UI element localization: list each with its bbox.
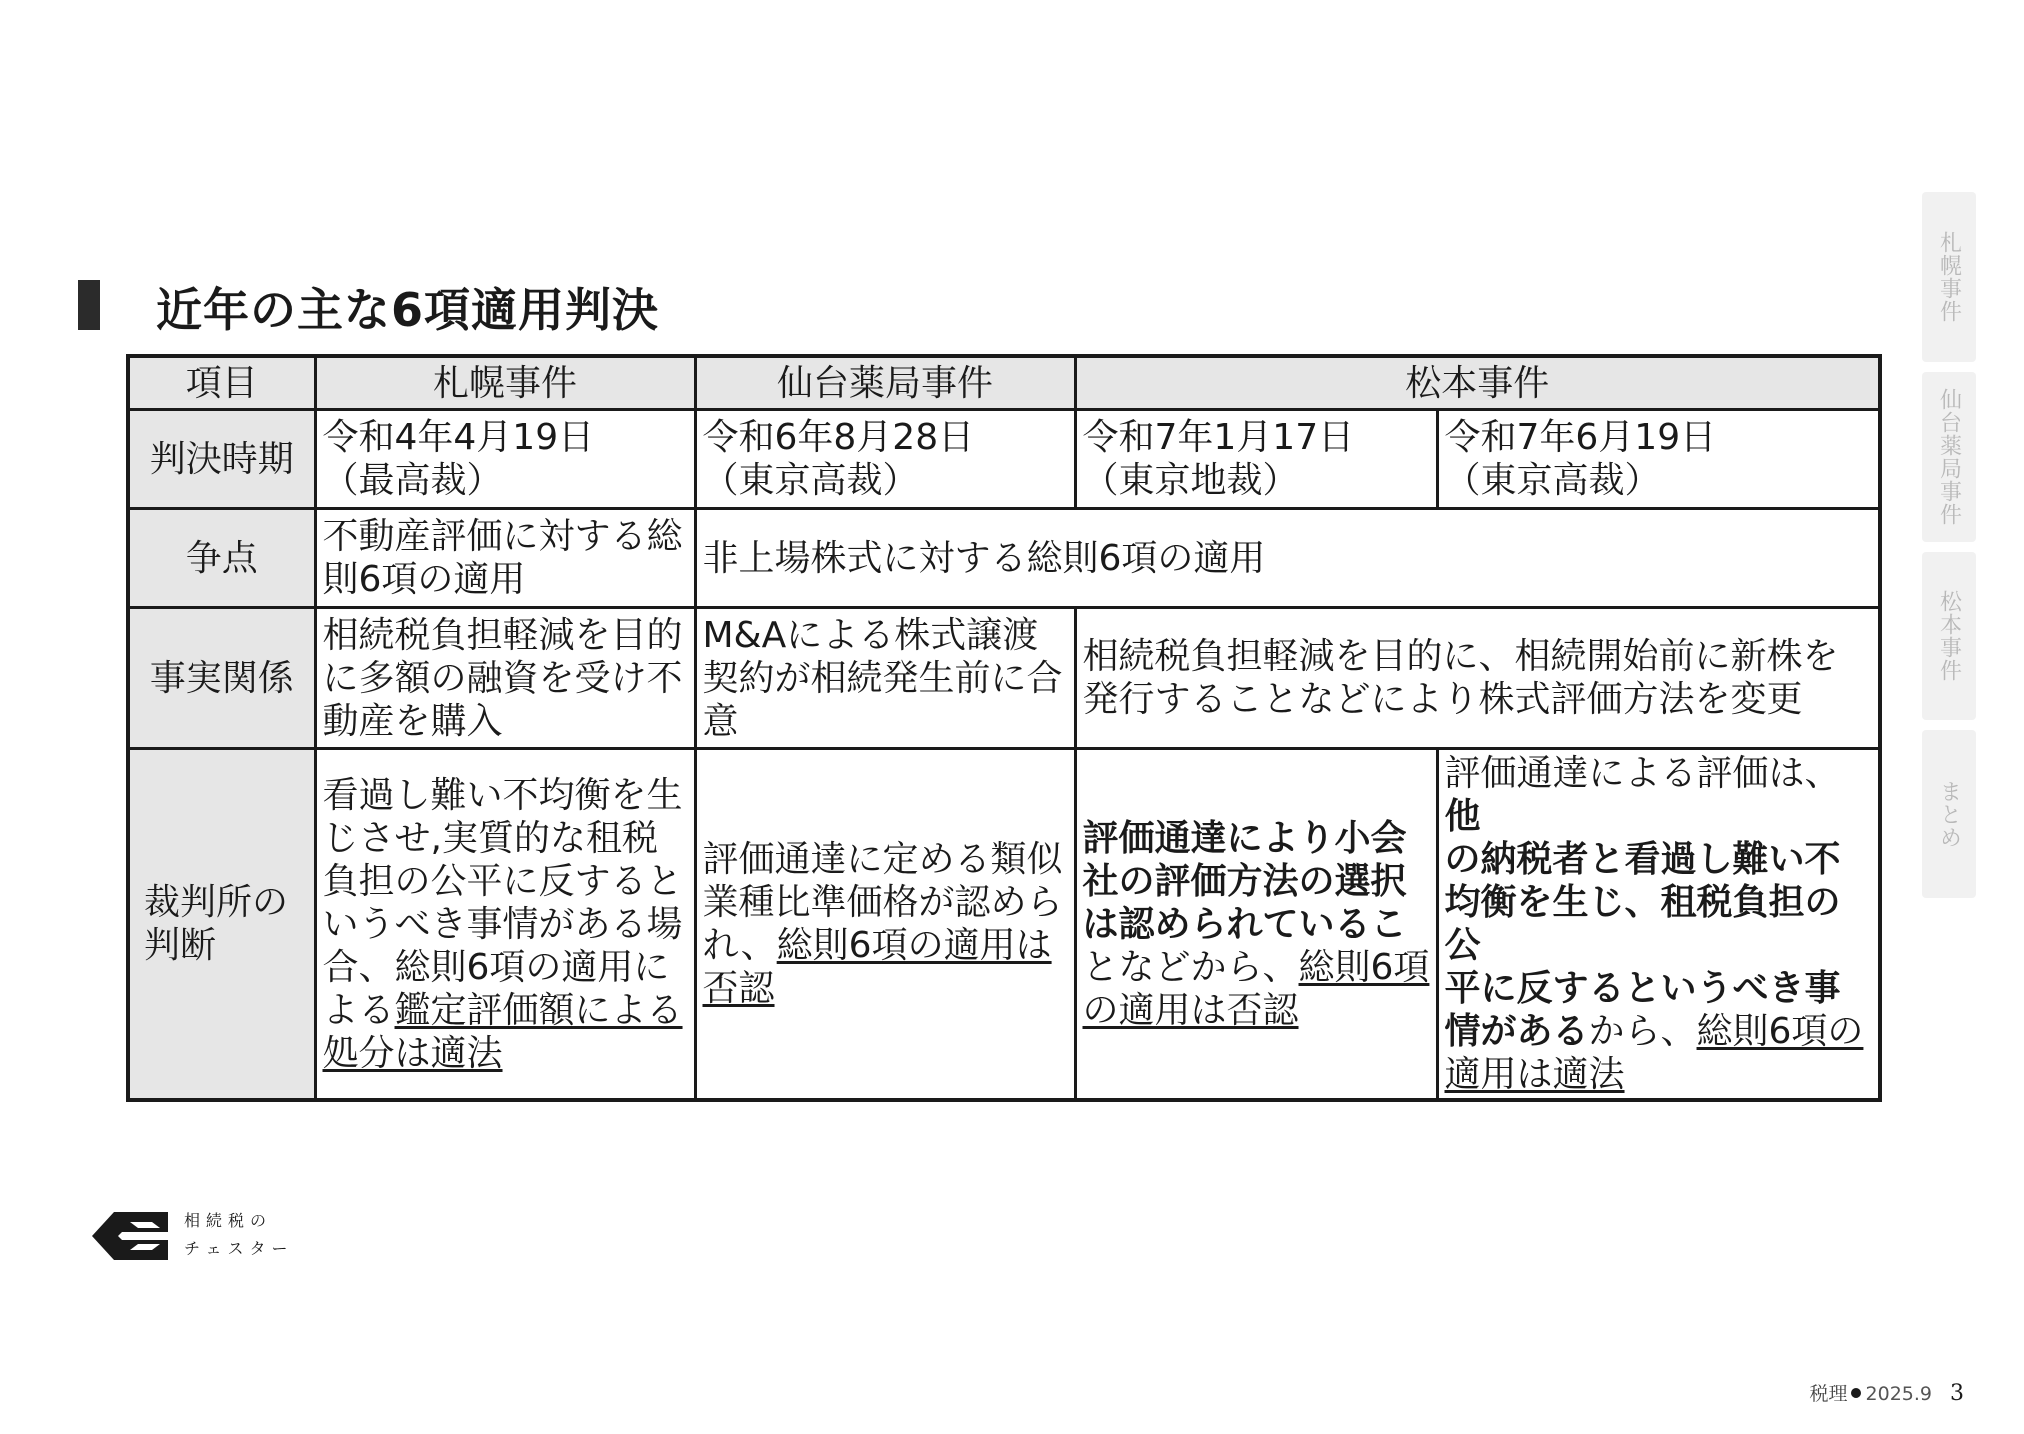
row-label-issue: 争点 (128, 509, 315, 608)
conclusion-underlined: 処分は適法 (322, 1032, 503, 1074)
side-tab-sapporo[interactable]: 札幌事件 (1922, 192, 1976, 362)
text-line: 契約が相続発生前に合 (702, 657, 1063, 699)
text-line: 合、総則6項の適用に (322, 946, 670, 988)
date-text: 令和6年8月28日 (702, 417, 975, 458)
conclusion-underlined: 適用は適法 (1444, 1054, 1625, 1095)
row-judgment-date (128, 410, 1880, 509)
logo-text-line1: 相続税の (184, 1211, 273, 1230)
text-line (323, 989, 688, 1032)
cell-date-matsumoto-district (1075, 410, 1437, 509)
header-sendai: 仙台薬局事件 (695, 356, 1075, 410)
cell-date-sendai (695, 410, 1075, 509)
text-line: 則6項の適用 (322, 559, 526, 600)
row-label-court-judgment (128, 749, 315, 1101)
text-line: 発行することなどにより株式評価方法を変更 (1082, 679, 1803, 720)
text-line (1445, 1010, 1873, 1053)
text-fragment: となどから、 (1082, 946, 1299, 988)
text-line: 評価通達に定める類似 (702, 839, 1063, 880)
header-item: 項目 (128, 356, 315, 410)
text-line (323, 1032, 688, 1075)
text-line: 負担の公平に反すると (322, 860, 683, 902)
row-label-judgment-date: 判決時期 (128, 410, 315, 509)
text-line-bold: は認められているこ (1082, 903, 1407, 945)
text-line-bold: 均衡を生じ、租税負担の公 (1444, 882, 1841, 966)
row-issue (128, 509, 1880, 608)
date-text: 令和7年1月17日 (1082, 417, 1355, 458)
conclusion-underlined: 否認 (702, 968, 775, 1009)
text-line: に多額の融資を受け不 (322, 657, 683, 699)
page-footer (1810, 1382, 1965, 1406)
court-text: （最高裁） (322, 460, 503, 501)
date-text: 令和4年4月19日 (322, 417, 595, 458)
cell-judgment-matsumoto-high (1437, 749, 1880, 1101)
text-line-bold: 社の評価方法の選択 (1082, 860, 1407, 902)
chester-logo-icon (90, 1208, 170, 1264)
text-fragment-bold: 情がある (1444, 1011, 1589, 1052)
text-fragment: から、 (1588, 1011, 1697, 1052)
text-line: いうべき事情がある場 (322, 903, 683, 945)
text-fragment: よる (322, 989, 395, 1031)
logo-text-line2: チェスター (184, 1239, 294, 1258)
cell-date-sapporo (315, 410, 695, 509)
issue-date: 2025.9 (1865, 1383, 1932, 1405)
text-line (1083, 946, 1430, 989)
header-row (128, 356, 1880, 410)
row-court-judgment (128, 749, 1880, 1101)
label-line: 判断 (144, 925, 217, 966)
text-line (1445, 1053, 1873, 1096)
text-line: 不動産評価に対する総 (322, 516, 683, 557)
text-line-bold: の納税者と看過し難い不 (1444, 839, 1841, 880)
cell-facts-sendai (695, 608, 1075, 749)
side-tab-sendai[interactable]: 仙台薬局事件 (1922, 372, 1976, 542)
cell-facts-matsumoto (1075, 608, 1880, 749)
row-facts (128, 608, 1880, 749)
conclusion-underlined: 総則6項の (1696, 1011, 1864, 1052)
text-fragment-bold: 他 (1444, 796, 1481, 837)
header-matsumoto: 松本事件 (1075, 356, 1880, 410)
cell-facts-sapporo (315, 608, 695, 749)
text-line-bold: 評価通達により小会 (1082, 817, 1407, 859)
text-line: 相続税負担軽減を目的 (322, 614, 683, 656)
court-text: （東京地裁） (1082, 460, 1299, 501)
journal-name: 税理 (1809, 1383, 1848, 1405)
text-line: じさせ,実質的な租税 (322, 817, 658, 859)
text-line (1445, 752, 1873, 838)
conclusion-underlined: 総則6項の適用は (776, 925, 1052, 966)
court-text: （東京高裁） (1444, 460, 1661, 501)
bullet-dot-icon (1851, 1388, 1861, 1398)
cell-judgment-matsumoto-district (1075, 749, 1437, 1101)
text-fragment: 評価通達による評価は、 (1444, 753, 1841, 794)
cell-issue-others: 非上場株式に対する総則6項の適用 (695, 509, 1880, 608)
side-tab-summary[interactable]: まとめ (1922, 730, 1976, 898)
conclusion-underlined: 総則6項 (1298, 946, 1430, 988)
text-line: 業種比準価格が認めら (702, 882, 1063, 923)
text-line (703, 967, 1068, 1010)
text-fragment: れ、 (702, 925, 777, 966)
text-line-bold: 平に反するというべき事 (1444, 968, 1841, 1009)
label-line: 裁判所の (144, 882, 289, 923)
conclusion-underlined: の適用は否認 (1082, 989, 1299, 1031)
title-marker (78, 280, 100, 330)
page-title: 近年の主な6項適用判決 (156, 283, 660, 337)
text-line: M&Aによる株式譲渡 (702, 614, 1039, 656)
cell-judgment-sendai (695, 749, 1075, 1101)
text-line: 意 (702, 700, 739, 742)
text-line (703, 924, 1068, 967)
cell-date-matsumoto-high (1437, 410, 1880, 509)
cell-issue-sapporo (315, 509, 695, 608)
text-line: 相続税負担軽減を目的に、相続開始前に新株を (1082, 636, 1839, 677)
page-number: 3 (1950, 1381, 1964, 1406)
date-text: 令和7年6月19日 (1444, 417, 1717, 458)
cell-judgment-sapporo (315, 749, 695, 1101)
text-line (1083, 989, 1430, 1032)
comparison-table (126, 354, 1882, 1102)
text-line: 看過し難い不均衡を生 (322, 774, 683, 816)
row-label-facts: 事実関係 (128, 608, 315, 749)
conclusion-underlined: 鑑定評価額による (394, 989, 683, 1031)
header-sapporo: 札幌事件 (315, 356, 695, 410)
court-text: （東京高裁） (702, 460, 919, 501)
side-tab-matsumoto[interactable]: 松本事件 (1922, 552, 1976, 720)
text-line: 動産を購入 (322, 700, 503, 742)
